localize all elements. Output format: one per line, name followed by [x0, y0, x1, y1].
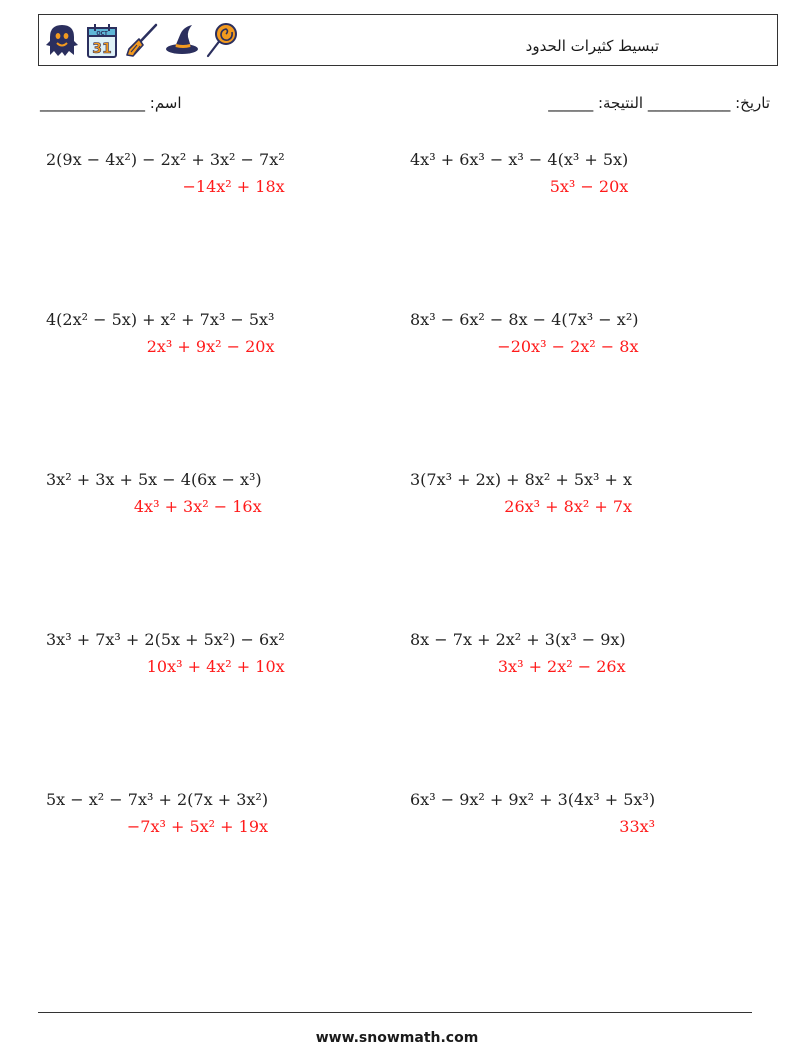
footer-website: www.snowmath.com: [315, 1030, 479, 1046]
worksheet-header: [38, 14, 778, 66]
broom-icon: [125, 21, 159, 59]
witch-hat-icon: [165, 21, 199, 59]
ghost-icon: [45, 21, 79, 59]
problem-2: [410, 150, 628, 196]
footer-divider: [38, 1012, 752, 1013]
question: 6x³ − 9x² + 9x² + 3(4x³ + 5x³): [410, 790, 656, 809]
question: 3x² + 3x + 5x − 4(6x − x³): [46, 470, 262, 489]
calendar-day: 31: [92, 41, 112, 57]
date-score-field: ______ :تاريخ: ___________ النتيجة: [548, 94, 770, 112]
question: 4x³ + 6x³ − x³ − 4(x³ + 5x): [410, 150, 629, 169]
answer: −20x³ − 2x² − 8x: [497, 337, 639, 356]
question: 2(9x − 4x²) − 2x² + 3x² − 7x²: [46, 150, 285, 169]
calendar-month: OCT: [96, 31, 108, 37]
problem-8: [410, 630, 626, 676]
name-field: ______________ :اسم: [40, 94, 182, 112]
answer: 10x³ + 4x² + 10x: [146, 657, 285, 676]
question: 3x³ + 7x³ + 2(5x + 5x²) − 6x²: [46, 630, 285, 649]
answer: 2x³ + 9x² − 20x: [146, 337, 275, 356]
question: 4(2x² − 5x) + x² + 7x³ − 5x³: [46, 310, 275, 329]
answer: 3x³ + 2x² − 26x: [497, 657, 626, 676]
problem-5: [46, 470, 262, 516]
problem-10: [410, 790, 655, 836]
calendar-icon: [85, 21, 119, 59]
answer: 5x³ − 20x: [549, 177, 629, 196]
problem-6: [410, 470, 632, 516]
answer: −7x³ + 5x² + 19x: [126, 817, 269, 836]
problem-1: [46, 150, 285, 196]
question: 5x − x² − 7x³ + 2(7x + 3x²): [46, 790, 269, 809]
answer: 4x³ + 3x² − 16x: [133, 497, 262, 516]
answer: 33x³: [619, 817, 656, 836]
problem-7: [46, 630, 285, 676]
question: 8x³ − 6x² − 8x − 4(7x³ − x²): [410, 310, 639, 329]
halloween-icons: [45, 21, 239, 59]
lollipop-icon: [205, 21, 239, 59]
question: 8x − 7x + 2x² + 3(x³ − 9x): [410, 630, 626, 649]
answer: −14x² + 18x: [182, 177, 285, 196]
question: 3(7x³ + 2x) + 8x² + 5x³ + x: [410, 470, 633, 489]
answer: 26x³ + 8x² + 7x: [504, 497, 633, 516]
problem-9: [46, 790, 268, 836]
problem-4: [410, 310, 638, 356]
problem-3: [46, 310, 274, 356]
worksheet-title: تبسيط كثيرات الحدود: [525, 37, 659, 55]
